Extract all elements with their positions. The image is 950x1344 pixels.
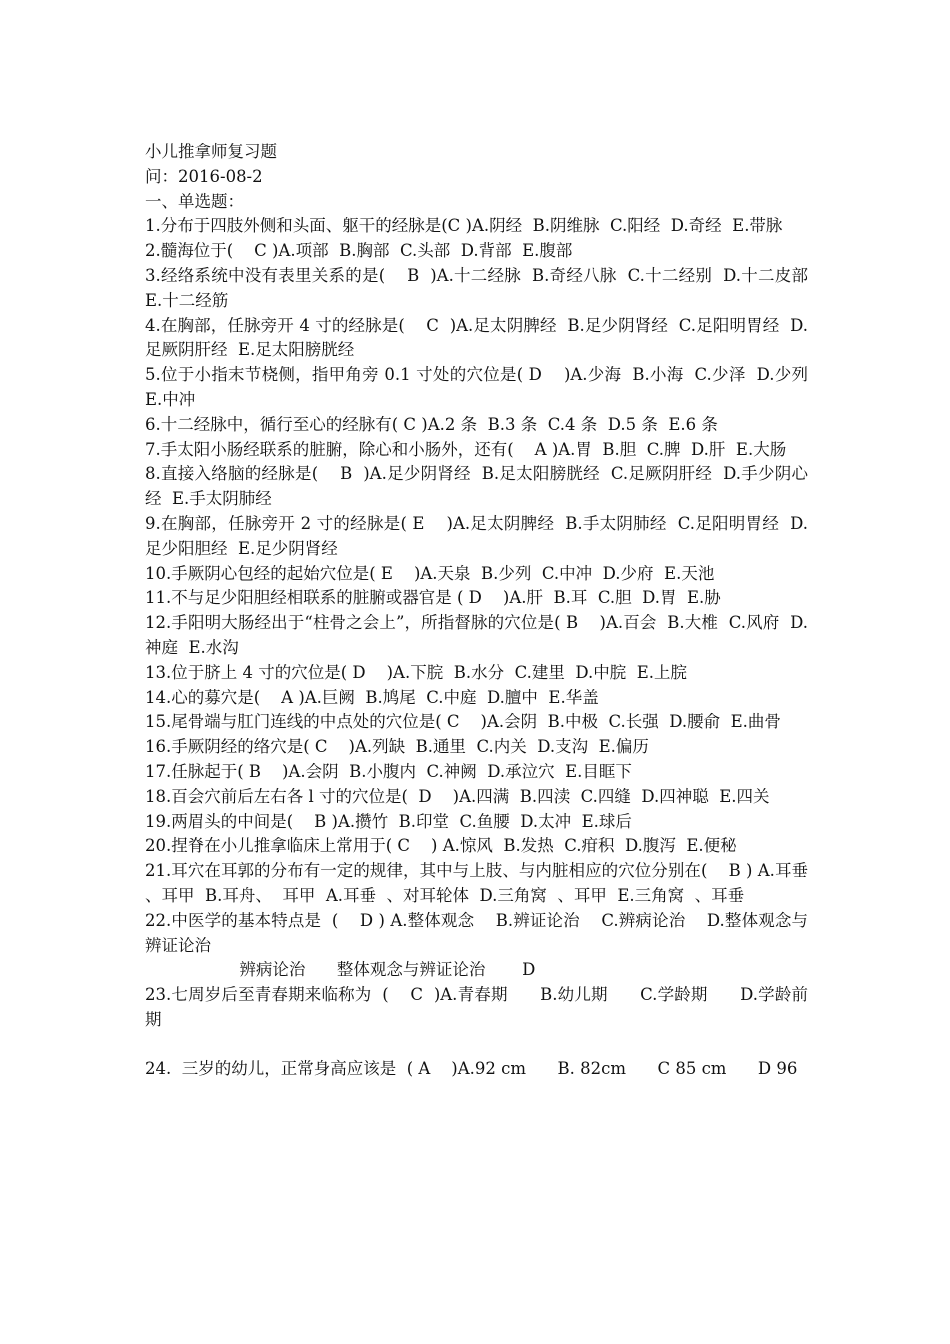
question-item: 1.分布于四肢外侧和头面、躯干的经脉是(C )A.阴经 B.阴维脉 C.阳经 D.奇经 E.带脉 xyxy=(145,216,783,236)
question-item: 6.十二经脉中，循行至心的经脉有( C )A.2 条 B.3 条 C.4 条 D.5 条 E.6 条 xyxy=(145,414,718,434)
question-list xyxy=(145,214,819,1082)
question-item: 9.在胸部，任脉旁开 2 寸的经脉是( E )A.足太阴脾经 B.手太阴肺经 C.足阳明胃经 D.足少阳胆经 E.足少阴肾经 xyxy=(145,513,808,558)
question-item: 辨病论治 整体观念与辨证论治 D xyxy=(145,960,536,980)
question-item: 21.耳穴在耳郭的分布有一定的规律，其中与上肢、与内脏相应的穴位分别在( B ) A.耳垂 、耳甲 B.耳舟、 耳甲 A.耳垂 、对耳轮体 D.三角窝 、耳甲 E.三角窝 、耳垂 xyxy=(145,861,819,905)
question-item: 15.尾骨端与肛门连线的中点处的穴位是( C )A.会阴 B.中极 C.长强 D.腰俞 E.曲骨 xyxy=(145,712,781,732)
question-item: 4.在胸部，任脉旁开 4 寸的经脉是( C )A.足太阴脾经 B.足少阴肾经 C.足阳明胃经 D.足厥阴肝经 E.足太阳膀胱经 xyxy=(145,315,808,360)
question-item: 17.任脉起于( B )A.会阴 B.小腹内 C.神阙 D.承泣穴 E.目眶下 xyxy=(145,761,632,781)
date-line: 问：2016-08-2 xyxy=(145,166,263,186)
question-item: 13.位于脐上 4 寸的穴位是( D )A.下脘 B.水分 C.建里 D.中脘 E.上脘 xyxy=(145,662,688,682)
question-item: 16.手厥阴经的络穴是( C )A.列缺 B.通里 C.内关 D.支沟 E.偏历 xyxy=(145,737,649,757)
question-item: 12.手阳明大肠经出于“柱骨之会上”，所指督脉的穴位是( B )A.百会 B.大椎 C.风府 D.神庭 E.水沟 xyxy=(145,613,808,657)
question-item: 18.百会穴前后左右各 l 寸的穴位是( D )A.四满 B.四渎 C.四缝 D.四神聪 E.四关 xyxy=(145,786,770,806)
question-item: 19.两眉头的中间是( B )A.攒竹 B.印堂 C.鱼腰 D.太冲 E.球后 xyxy=(145,811,632,831)
question-item xyxy=(145,1033,808,1058)
question-item: 7.手太阳小肠经联系的脏腑，除心和小肠外，还有( A )A.胃 B.胆 C.脾 D.肝 E.大肠 xyxy=(145,439,787,459)
question-item: 14.心的募穴是( A )A.巨阙 B.鸠尾 C.中庭 D.膻中 E.华盖 xyxy=(145,687,599,707)
question-item: 11.不与足少阳胆经相联系的脏腑或器官是 ( D )A.肝 B.耳 C.胆 D.胃 E.胁 xyxy=(145,588,721,608)
section-heading: 一、单选题： xyxy=(145,191,244,211)
question-item: 24. 三岁的幼儿，正常身高应该是 ( A )A.92 cm B. 82cm C 85 cm D 96 xyxy=(145,1059,798,1079)
document-body xyxy=(145,140,819,1082)
document-title: 小儿推拿师复习题 xyxy=(145,142,277,161)
question-item: 10.手厥阴心包经的起始穴位是( E )A.天泉 B.少列 C.中冲 D.少府 E.天池 xyxy=(145,563,715,583)
question-item: 3.经络系统中没有表里关系的是( B )A.十二经脉 B.奇经八脉 C.十二经别 D.十二皮部 E.十二经筋 xyxy=(145,265,819,310)
question-item: 8.直接入络脑的经脉是( B )A.足少阴肾经 B.足太阳膀胱经 C.足厥阴肝经 D.手少阴心经 E.手太阴肺经 xyxy=(145,464,808,509)
question-item: 20.捏脊在小儿推拿临床上常用于( C ) A.惊风 B.发热 C.疳积 D.腹泻 E.便秘 xyxy=(145,836,737,856)
question-item: 22.中医学的基本特点是 ( D ) A.整体观念 B.辨证论治 C.辨病论治 D.整体观念与辨证论治 xyxy=(145,910,808,955)
question-item: 5.位于小指末节桡侧，指甲角旁 0.1 寸处的穴位是( D )A.少海 B.小海 C.少泽 D.少列 E.中冲 xyxy=(145,365,819,409)
question-item: 23.七周岁后至青春期来临称为 ( C )A.青春期 B.幼儿期 C.学龄期 D.学龄前期 xyxy=(145,985,808,1029)
question-item: 2.髓海位于( C )A.项部 B.胸部 C.头部 D.背部 E.腹部 xyxy=(145,241,573,261)
